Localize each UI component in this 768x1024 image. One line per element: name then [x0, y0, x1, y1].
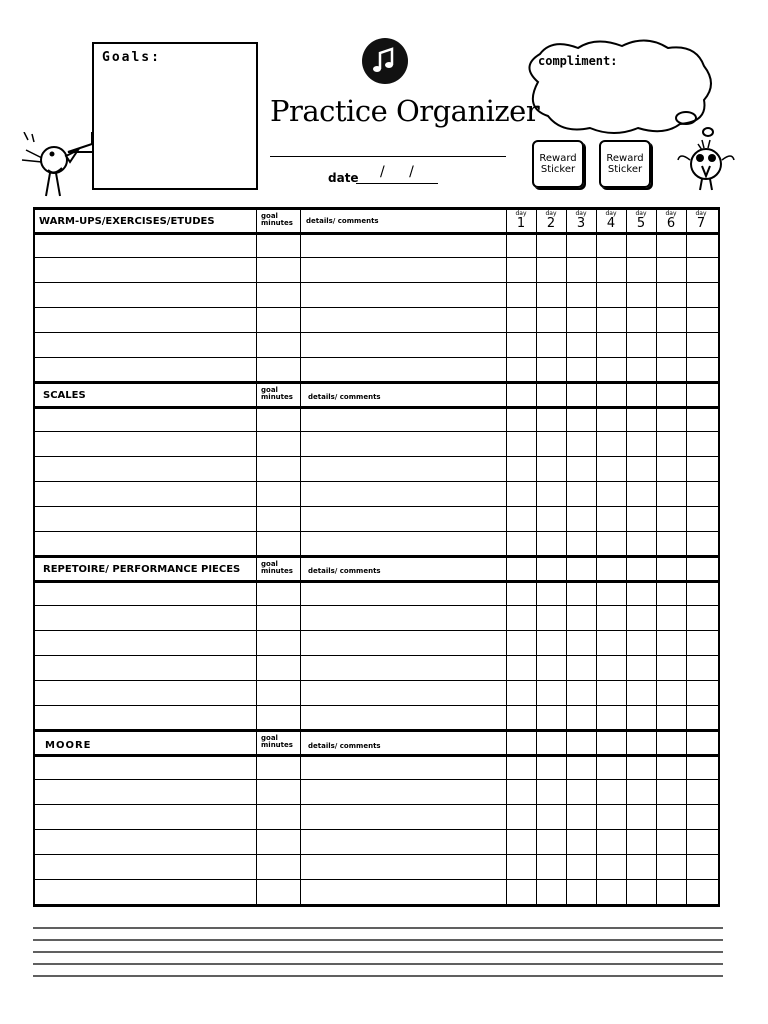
row-line — [33, 829, 720, 830]
name-line[interactable] — [270, 156, 506, 157]
details-label: details/ comments — [306, 217, 379, 225]
day-header: day 5 — [635, 210, 647, 231]
row-line — [33, 879, 720, 880]
row-line — [33, 531, 720, 532]
notes-lines[interactable] — [33, 926, 723, 980]
day-header: day 6 — [665, 210, 677, 231]
section-border — [33, 729, 720, 732]
section-header-divider — [33, 406, 720, 409]
row-line — [33, 804, 720, 805]
details-label: details/ comments — [308, 567, 381, 575]
section-title: SCALES — [43, 390, 86, 401]
reward-sticker-box[interactable]: Reward Sticker — [532, 140, 584, 188]
reward-sticker-box[interactable]: Reward Sticker — [599, 140, 651, 188]
row-line — [33, 257, 720, 258]
row-line — [33, 655, 720, 656]
row-line — [33, 332, 720, 333]
day-header: day 2 — [545, 210, 557, 231]
day-header: day 1 — [515, 210, 527, 231]
date-label: date — [328, 171, 359, 185]
row-line — [33, 456, 720, 457]
row-line — [33, 779, 720, 780]
row-line — [33, 630, 720, 631]
right-bird-illustration — [672, 130, 742, 196]
row-line — [33, 282, 720, 283]
row-line — [33, 481, 720, 482]
row-line — [33, 307, 720, 308]
goal-minutes-label: goal minutes — [261, 212, 293, 227]
row-line — [33, 705, 720, 706]
left-bird-illustration — [16, 132, 96, 202]
section-header-divider — [33, 754, 720, 757]
day-header: day 3 — [575, 210, 587, 231]
section-header-divider — [33, 232, 720, 235]
date-value: / / — [380, 164, 424, 180]
row-line — [33, 506, 720, 507]
row-line — [33, 605, 720, 606]
grid-border-bottom — [33, 904, 720, 907]
section-title: MOORE — [45, 740, 92, 751]
day-header: day 7 — [695, 210, 707, 231]
compliment-label: compliment: — [538, 54, 618, 68]
section-title: WARM-UPS/EXERCISES/ETUDES — [39, 216, 215, 227]
page-title: Practice Organizer — [270, 94, 540, 128]
date-line[interactable] — [356, 183, 438, 184]
goals-box[interactable] — [92, 42, 258, 190]
row-line — [33, 357, 720, 358]
day-header: day 4 — [605, 210, 617, 231]
goal-minutes-label: goal minutes — [261, 560, 293, 575]
row-line — [33, 680, 720, 681]
goal-minutes-label: goal minutes — [261, 386, 293, 401]
goals-label: Goals: — [102, 50, 161, 65]
section-title: REPETOIRE/ PERFORMANCE PIECES — [43, 564, 241, 575]
section-border — [33, 381, 720, 384]
details-label: details/ comments — [308, 393, 381, 401]
row-line — [33, 854, 720, 855]
section-border — [33, 555, 720, 558]
section-border — [33, 207, 720, 210]
practice-grid[interactable] — [33, 207, 720, 907]
section-header-divider — [33, 580, 720, 583]
row-line — [33, 431, 720, 432]
goal-minutes-label: goal minutes — [261, 734, 293, 749]
music-note-icon — [362, 38, 408, 84]
details-label: details/ comments — [308, 742, 381, 750]
